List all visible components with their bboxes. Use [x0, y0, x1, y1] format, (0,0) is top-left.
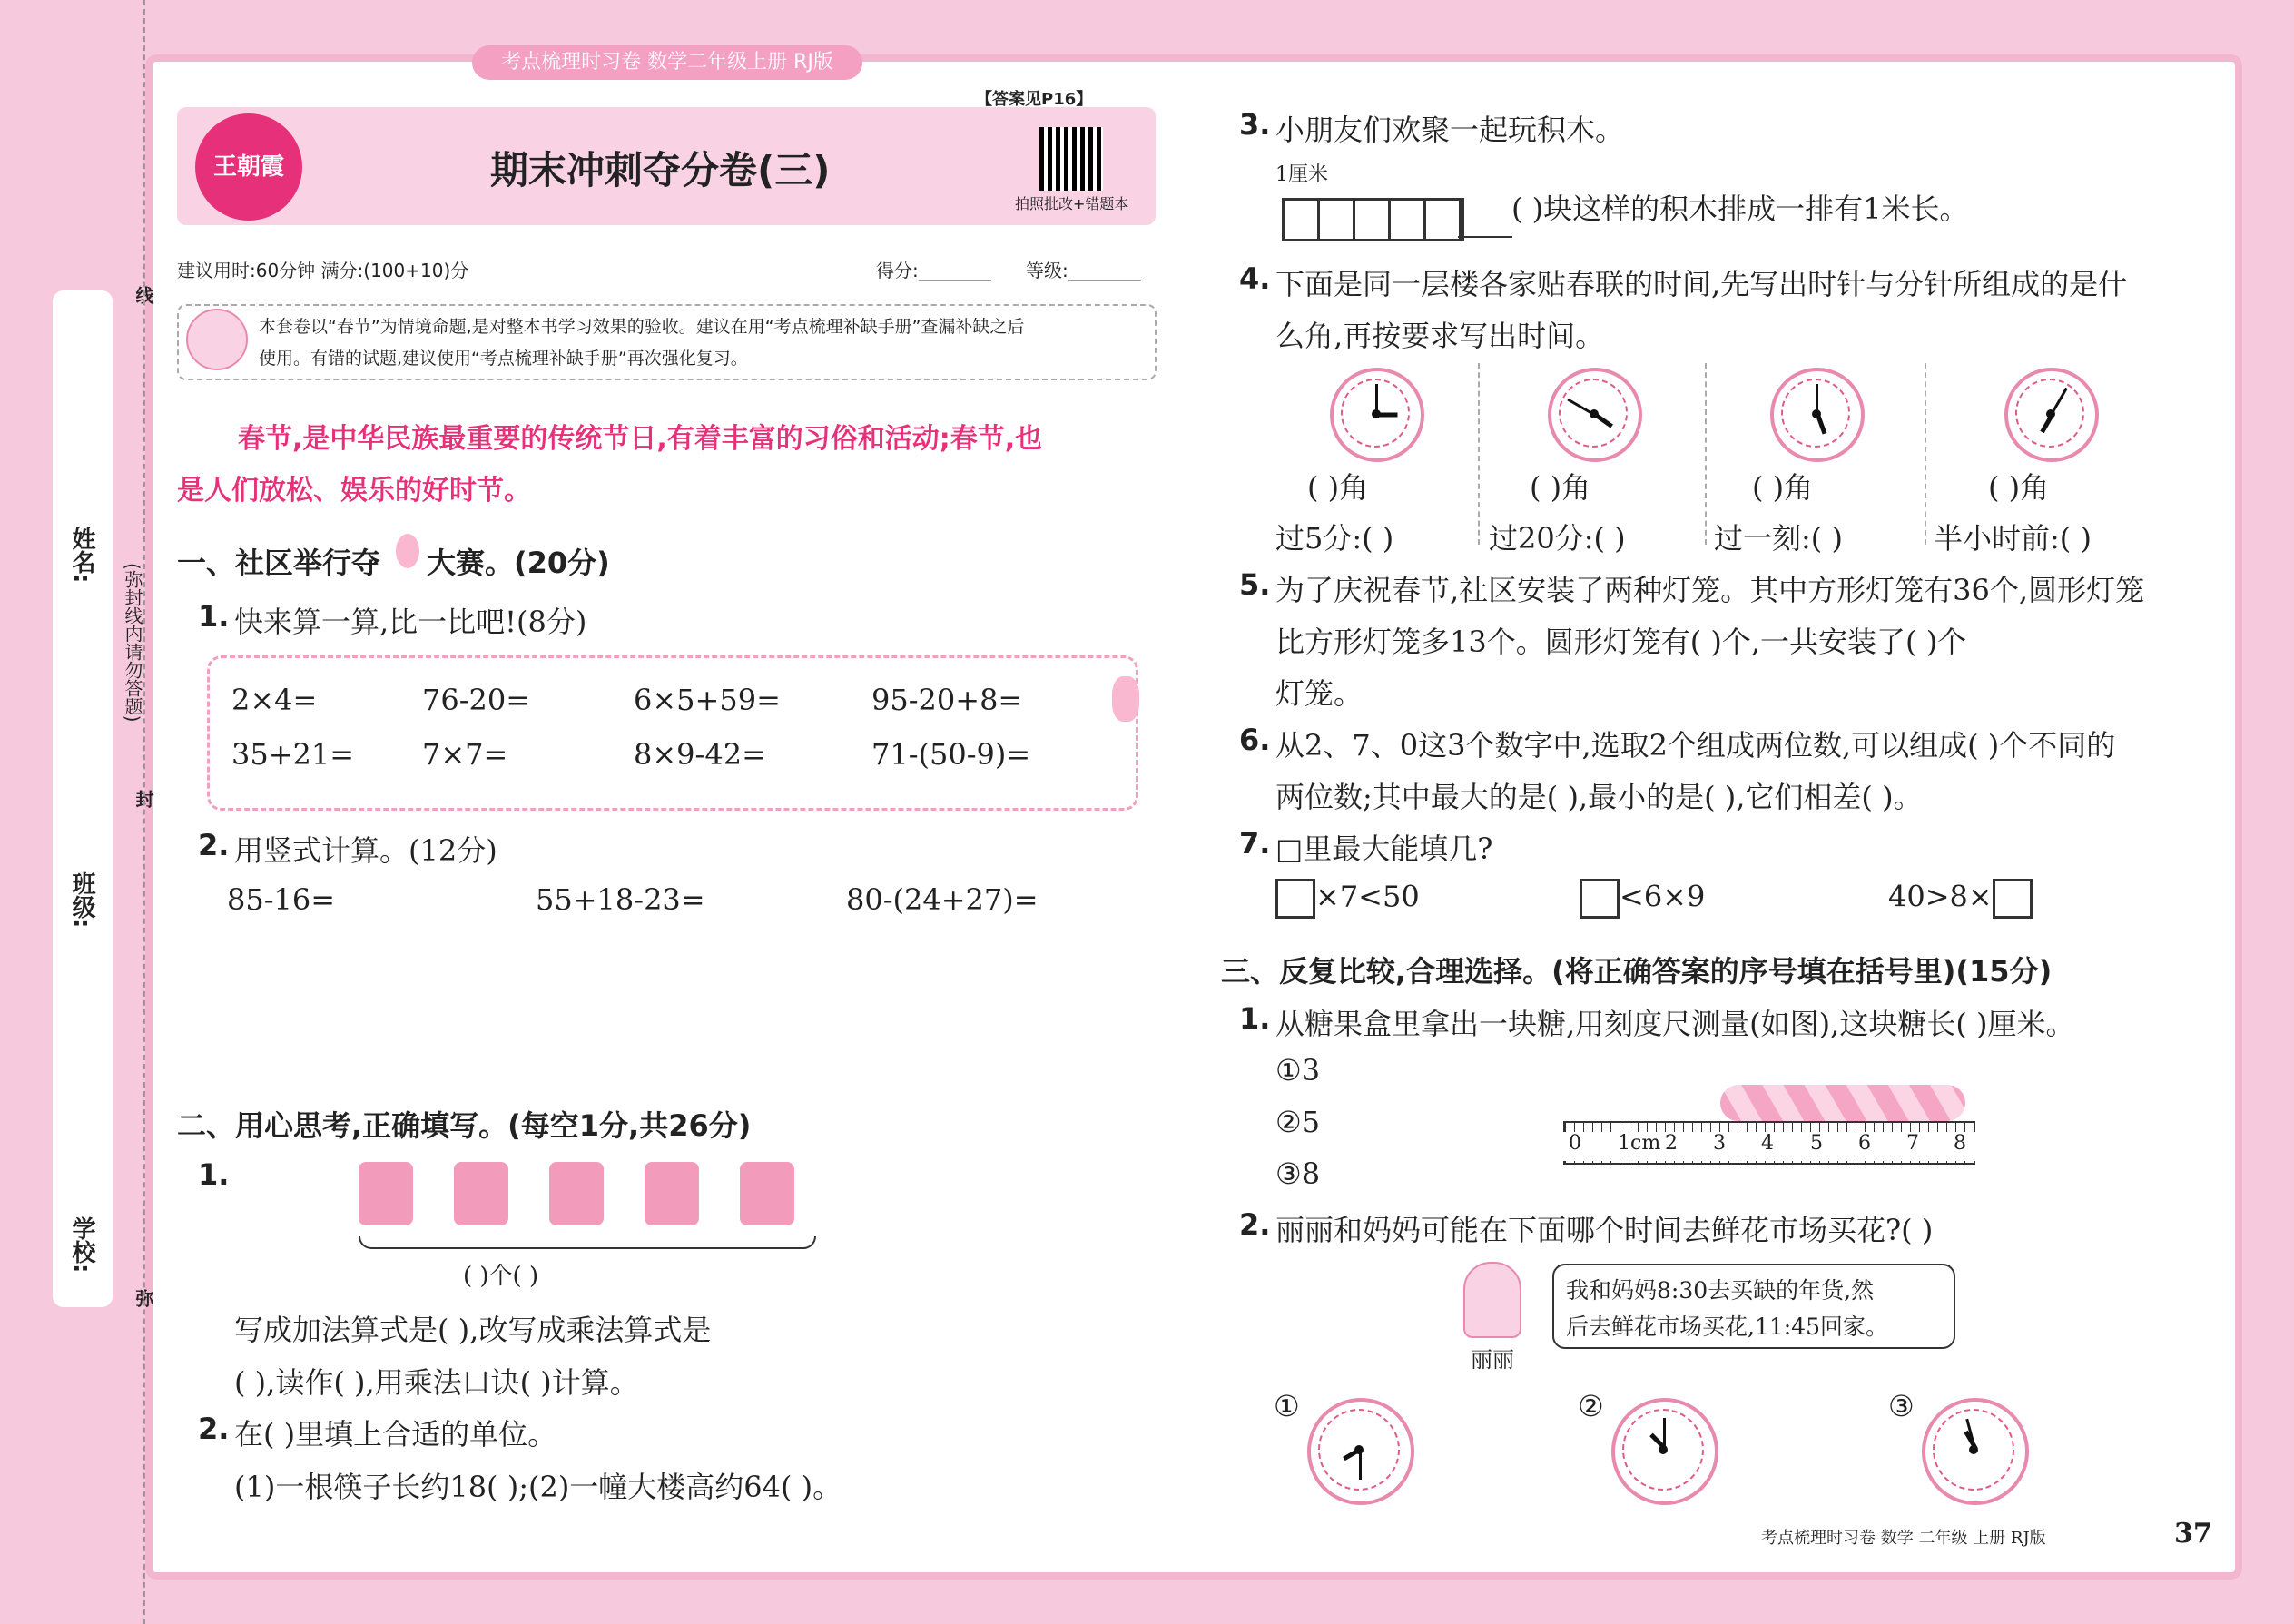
s2-q1-number: 1.: [198, 1157, 230, 1192]
section3-title: 三、反复比较,合理选择。(将正确答案的序号填在括号里)(15分): [1221, 954, 2053, 989]
option-a: ①3: [1275, 1053, 1321, 1088]
candy-icon: [1720, 1085, 1965, 1121]
s2-q3-number: 3.: [1239, 107, 1271, 142]
s2-q6-line2: 两位数;其中最大的是( ),最小的是( ),它们相差( )。: [1275, 780, 1923, 814]
calc-r1-c2: 76-20=: [422, 683, 531, 717]
girl-name: 丽丽: [1471, 1347, 1514, 1373]
intro-line-2: 使用。有错的试题,建议使用“考点梳理补缺手册”再次强化复习。: [259, 349, 748, 369]
brace-label: ( )个( ): [463, 1263, 539, 1290]
divider: [1705, 363, 1707, 545]
option-c: ③8: [1275, 1156, 1321, 1191]
clock-1: [1330, 368, 1424, 462]
s2-q5-line3: 灯笼。: [1275, 676, 1364, 711]
time-info: 建议用时:60分钟 满分:(100+10)分: [177, 260, 469, 281]
firecracker-icon: [740, 1162, 794, 1225]
calc-r2-c3: 8×9-42=: [634, 737, 766, 772]
s2-q6-line1: 从2、7、0这3个数字中,选取2个组成两位数,可以组成( )个不同的: [1275, 728, 2116, 763]
s2-q2-line2: (1)一根筷子长约18( );(2)一幢大楼高约64( )。: [234, 1470, 842, 1504]
school-label: 学校:: [68, 1216, 95, 1274]
angle-blank-1: ( )角: [1307, 470, 1369, 505]
section1-title-b: 大赛。(20分): [427, 546, 610, 580]
vertical-calc-2: 55+18-23=: [536, 882, 705, 917]
qr-code[interactable]: [1039, 127, 1103, 191]
speech-line-1: 我和妈妈8:30去买缺的年货,然: [1566, 1277, 1875, 1304]
score-field[interactable]: 得分:________: [876, 260, 991, 281]
girl-avatar: [186, 309, 248, 370]
s2-q7-line: □里最大能填几?: [1275, 832, 1493, 866]
s3-q2-line: 丽丽和妈妈可能在下面哪个时间去鲜花市场买花?( ): [1275, 1213, 1934, 1247]
s2-q2-number: 2.: [198, 1412, 230, 1446]
s2-q5-line2: 比方形灯笼多13个。圆形灯笼有( )个,一共安装了( )个: [1275, 625, 1967, 659]
s1-q2-number: 2.: [198, 828, 230, 862]
answer-box[interactable]: [1580, 879, 1620, 919]
s3-q2-number: 2.: [1239, 1207, 1271, 1242]
calc-r1-c1: 2×4=: [231, 683, 318, 717]
s2-q5-number: 5.: [1239, 567, 1271, 602]
lantern-icon: [396, 534, 419, 568]
clock-option-1-label: ①: [1274, 1389, 1300, 1423]
s2-q2-line1: 在( )里填上合适的单位。: [234, 1417, 557, 1452]
spring-intro-line-2: 是人们放松、娱乐的好时节。: [177, 475, 531, 507]
paper-title: 期末冲刺夺分卷(三): [490, 148, 831, 192]
firecracker-group: [359, 1153, 812, 1235]
calc-r2-c1: 35+21=: [231, 737, 355, 772]
seal-note: (弥封线内请勿答题): [122, 563, 143, 723]
answer-reference: 【答案见P16】: [976, 90, 1093, 109]
footer-text: 考点梳理时习卷 数学 二年级 上册 RJ版: [1761, 1529, 2046, 1548]
time-blank-3: 过一刻:( ): [1714, 521, 1843, 556]
clock-3: [1770, 368, 1865, 462]
vertical-calc-3: 80-(24+27)=: [846, 882, 1039, 917]
time-blank-1: 过5分:( ): [1275, 521, 1394, 556]
intro-line-1: 本套卷以“春节”为情境命题,是对整本书学习效果的验收。建议在用“考点梳理补缺手册”查漏补缺之后: [259, 317, 1025, 337]
cm-label: 1厘米: [1275, 163, 1328, 186]
s2-q4-line2: 么角,再按要求写出时间。: [1275, 319, 1605, 353]
s3-q1-line: 从糖果盒里拿出一块糖,用刻度尺测量(如图),这块糖长( )厘米。: [1275, 1007, 2075, 1041]
student-info-sidebar: [53, 290, 113, 1307]
s2-q7-number: 7.: [1239, 826, 1271, 861]
clock-option-2: [1611, 1398, 1718, 1505]
s2-q1-line1: 写成加法算式是( ),改写成乘法算式是: [234, 1313, 712, 1347]
compare-item-3: 40>8×: [1888, 879, 2033, 919]
brace: [359, 1236, 816, 1249]
s2-q4-number: 4.: [1239, 261, 1271, 296]
firecracker-icon: [359, 1162, 413, 1225]
time-blank-2: 过20分:( ): [1489, 521, 1626, 556]
ruler-labels: 0 1cm 2 3 4 5 6 7 8: [1563, 1132, 1975, 1161]
s2-q4-line1: 下面是同一层楼各家贴春联的时间,先写出时针与分针所组成的是什: [1275, 267, 2128, 301]
firecracker-icon: [549, 1162, 604, 1225]
clock-option-1: [1307, 1398, 1414, 1505]
s2-q5-line1: 为了庆祝春节,社区安装了两种灯笼。其中方形灯笼有36个,圆形灯笼: [1275, 573, 2145, 607]
firecracker-icon: [645, 1162, 699, 1225]
s1-q1-title: 快来算一算,比一比吧!(8分): [234, 605, 587, 639]
series-banner: 考点梳理时习卷 数学二年级上册 RJ版: [472, 45, 862, 80]
answer-box[interactable]: [1275, 879, 1315, 919]
vertical-calc-1: 85-16=: [227, 882, 336, 917]
class-label: 班级:: [68, 871, 95, 929]
angle-blank-2: ( )角: [1530, 470, 1591, 505]
s1-q1-number: 1.: [198, 599, 230, 634]
cut-line: [143, 0, 145, 1624]
angle-blank-3: ( )角: [1752, 470, 1814, 505]
lantern-decoration-icon: [1112, 676, 1139, 722]
angle-blank-4: ( )角: [1988, 470, 2050, 505]
brand-logo: 王朝霞: [195, 113, 302, 221]
clock-option-2-label: ②: [1578, 1389, 1604, 1423]
mi-char: 弥: [133, 1289, 154, 1307]
qr-caption: 拍照批改+错题本: [1015, 195, 1129, 212]
s2-q1-line2: ( ),读作( ),用乘法口诀( )计算。: [234, 1365, 639, 1400]
section1-title-a: 一、社区举行夺: [177, 546, 381, 580]
blocks-row: [1282, 198, 1464, 241]
girl-icon: [1463, 1262, 1521, 1338]
answer-box[interactable]: [1993, 879, 2033, 919]
clock-2: [1548, 368, 1642, 462]
compare-item-1: ×7<50: [1275, 879, 1420, 919]
line-char: 线: [133, 286, 154, 304]
clock-4: [2004, 368, 2099, 462]
calc-r2-c2: 7×7=: [422, 737, 508, 772]
clock-option-3: [1922, 1398, 2029, 1505]
calc-r2-c4: 71-(50-9)=: [871, 737, 1031, 772]
s1-q2-title: 用竖式计算。(12分): [234, 833, 497, 868]
section2-title: 二、用心思考,正确填写。(每空1分,共26分): [177, 1108, 752, 1143]
divider: [1925, 363, 1926, 545]
calc-r1-c4: 95-20+8=: [871, 683, 1023, 717]
s2-q6-number: 6.: [1239, 723, 1271, 757]
s2-q3-line: 小朋友们欢聚一起玩积木。: [1275, 113, 1625, 147]
calc-r1-c3: 6×5+59=: [634, 683, 781, 717]
seal-char: 封: [133, 790, 154, 808]
s3-q1-number: 1.: [1239, 1001, 1271, 1036]
time-blank-4: 半小时前:( ): [1934, 521, 2092, 556]
compare-item-2: <6×9: [1580, 879, 1705, 919]
mental-math-box: [207, 655, 1138, 811]
s2-q3-answer-line: ( )块这样的积木排成一排有1米长。: [1511, 192, 1969, 226]
divider: [1478, 363, 1480, 545]
name-label: 姓名:: [68, 527, 95, 584]
option-b: ②5: [1275, 1105, 1321, 1139]
page-number: 37: [2174, 1518, 2212, 1550]
spring-intro-line-1: 春节,是中华民族最重要的传统节日,有着丰富的习俗和活动;春节,也: [238, 423, 1043, 455]
grade-field[interactable]: 等级:________: [1026, 260, 1141, 281]
blocks-baseline: [1458, 236, 1512, 238]
speech-line-2: 后去鲜花市场买花,11:45回家。: [1566, 1314, 1888, 1340]
firecracker-icon: [454, 1162, 508, 1225]
clock-option-3-label: ③: [1888, 1389, 1915, 1423]
